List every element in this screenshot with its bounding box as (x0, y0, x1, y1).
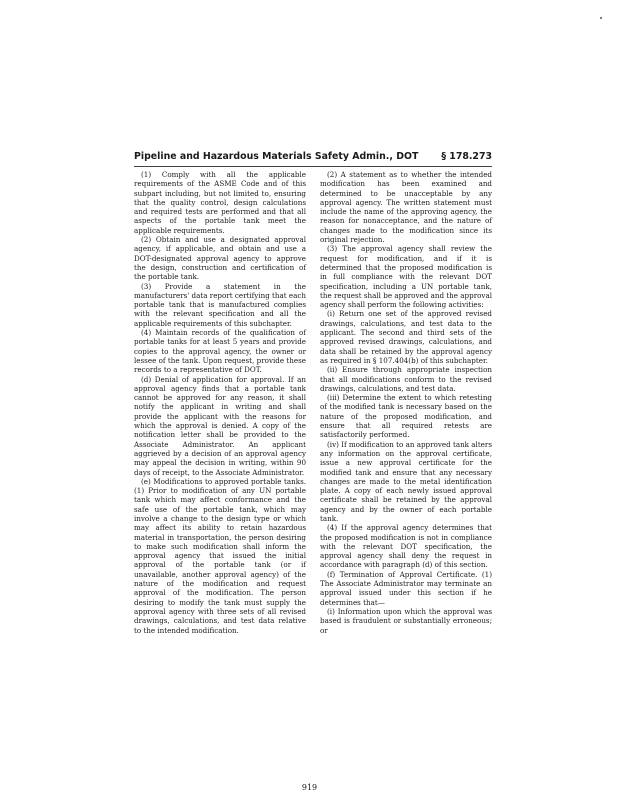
paragraph: (4) If the approval agency determines that the proposed modification is not in compliance with the relevant DOT specification, the approval agency shall deny the request in accordance with paragraph (d) of this section. (320, 523, 492, 570)
paragraph: (iv) If modification to an approved tank alters any information on the approval certificate, issue a new approval certificate for the modified tank and ensure that any necessary changes are made to the metal identification plate. A copy of each newly issued approval certificate shall be retained by the approval agency and by the owner of each portable tank. (320, 439, 492, 523)
paragraph: (2) Obtain and use a designated approval agency, if applicable, and obtain and use a DOT-designated approval agency to approve the design, construction and certification of the portable tank. (134, 235, 306, 282)
running-header (134, 151, 492, 165)
paragraph: (1) Comply with all the applicable requirements of the ASME Code and of this subpart including, but not limited to, ensuring that the quality control, design calculations and required tests are performed and that all aspects of the portable tank meet the applicable requirements. (134, 170, 306, 235)
running-title: Pipeline and Hazardous Materials Safety Admin., DOT (134, 151, 419, 162)
paragraph: (3) The approval agency shall review the request for modification, and if it is determined that the proposed modification is in full compliance with the relevant DOT specification, including a UN portable tank, the request shall be approved and the approval agency shall perform the following activities: (320, 244, 492, 310)
header-rule (134, 166, 492, 167)
section-number: § 178.273 (441, 151, 492, 162)
page-number: 919 (301, 783, 318, 792)
paragraph: (2) A statement as to whether the intended modification has been examined and determined to be unacceptable by any approval agency. The written statement must include the name of the approving agency, the reason for nonacceptance, and the nature of changes made to the modification since its original rejection. (320, 170, 492, 245)
paragraph: (d) Denial of application for approval. If an approval agency finds that a portable tank cannot be approved for any reason, it shall notify the applicant in writing and shall provide the applicant with the reasons for which the approval is denied. A copy of the notification letter shall be provided to the Associate Administrator. An applicant aggrieved by a decision of an approval agency may appeal the decision in writing, within 90 days of receipt, to the Associate Administrator. (134, 374, 306, 477)
paragraph: (ii) Ensure through appropriate inspection that all modifications conform to the revised drawings, calculations, and test data. (320, 365, 492, 393)
paragraph: (i) Return one set of the approved revised drawings, calculations, and test data to the applicant. The second and third sets of the approved revised drawings, calculations, and data shall be retained by the approval agency as required in § 107.404(b) of this subchapter. (320, 309, 492, 365)
paragraph: (i) Information upon which the approval was based is fraudulent or substantially erroneous; or (320, 606, 492, 635)
left-column (134, 170, 306, 635)
right-column (320, 170, 492, 635)
paragraph: (e) Modifications to approved portable tanks. (1) Prior to modification of any UN portable tank which may affect conformance and the safe use of the portable tank, which may involve a change to the design type or which may affect its ability to retain hazardous material in transportation, the person desiring to make such modification shall inform the approval agency that issued the initial approval of the portable tank (or if unavailable, another approval agency) of the nature of the modification and request approval of the modification. The person desiring to modify the tank must supply the approval agency with three sets of all revised drawings, calculations, and test data relative to the intended modification. (134, 476, 306, 635)
paragraph: (f) Termination of Approval Certificate. (1) The Associate Administrator may terminate an approval issued under this section if he determines that— (320, 569, 492, 607)
paragraph: (iii) Determine the extent to which retesting of the modified tank is necessary based on the nature of the proposed modification, and ensure that all required retests are satisfactorily performed. (320, 393, 492, 440)
paragraph: (3) Provide a statement in the manufacturers' data report certifying that each portable tank that is manufactured complies with the relevant specification and all the applicable requirements of this subchapter. (134, 281, 306, 328)
paragraph: (4) Maintain records of the qualification of portable tanks for at least 5 years and provide copies to the approval agency, the owner or lessee of the tank. Upon request, provide these records to a representative of DOT. (134, 328, 306, 375)
scan-speck (600, 17, 602, 19)
